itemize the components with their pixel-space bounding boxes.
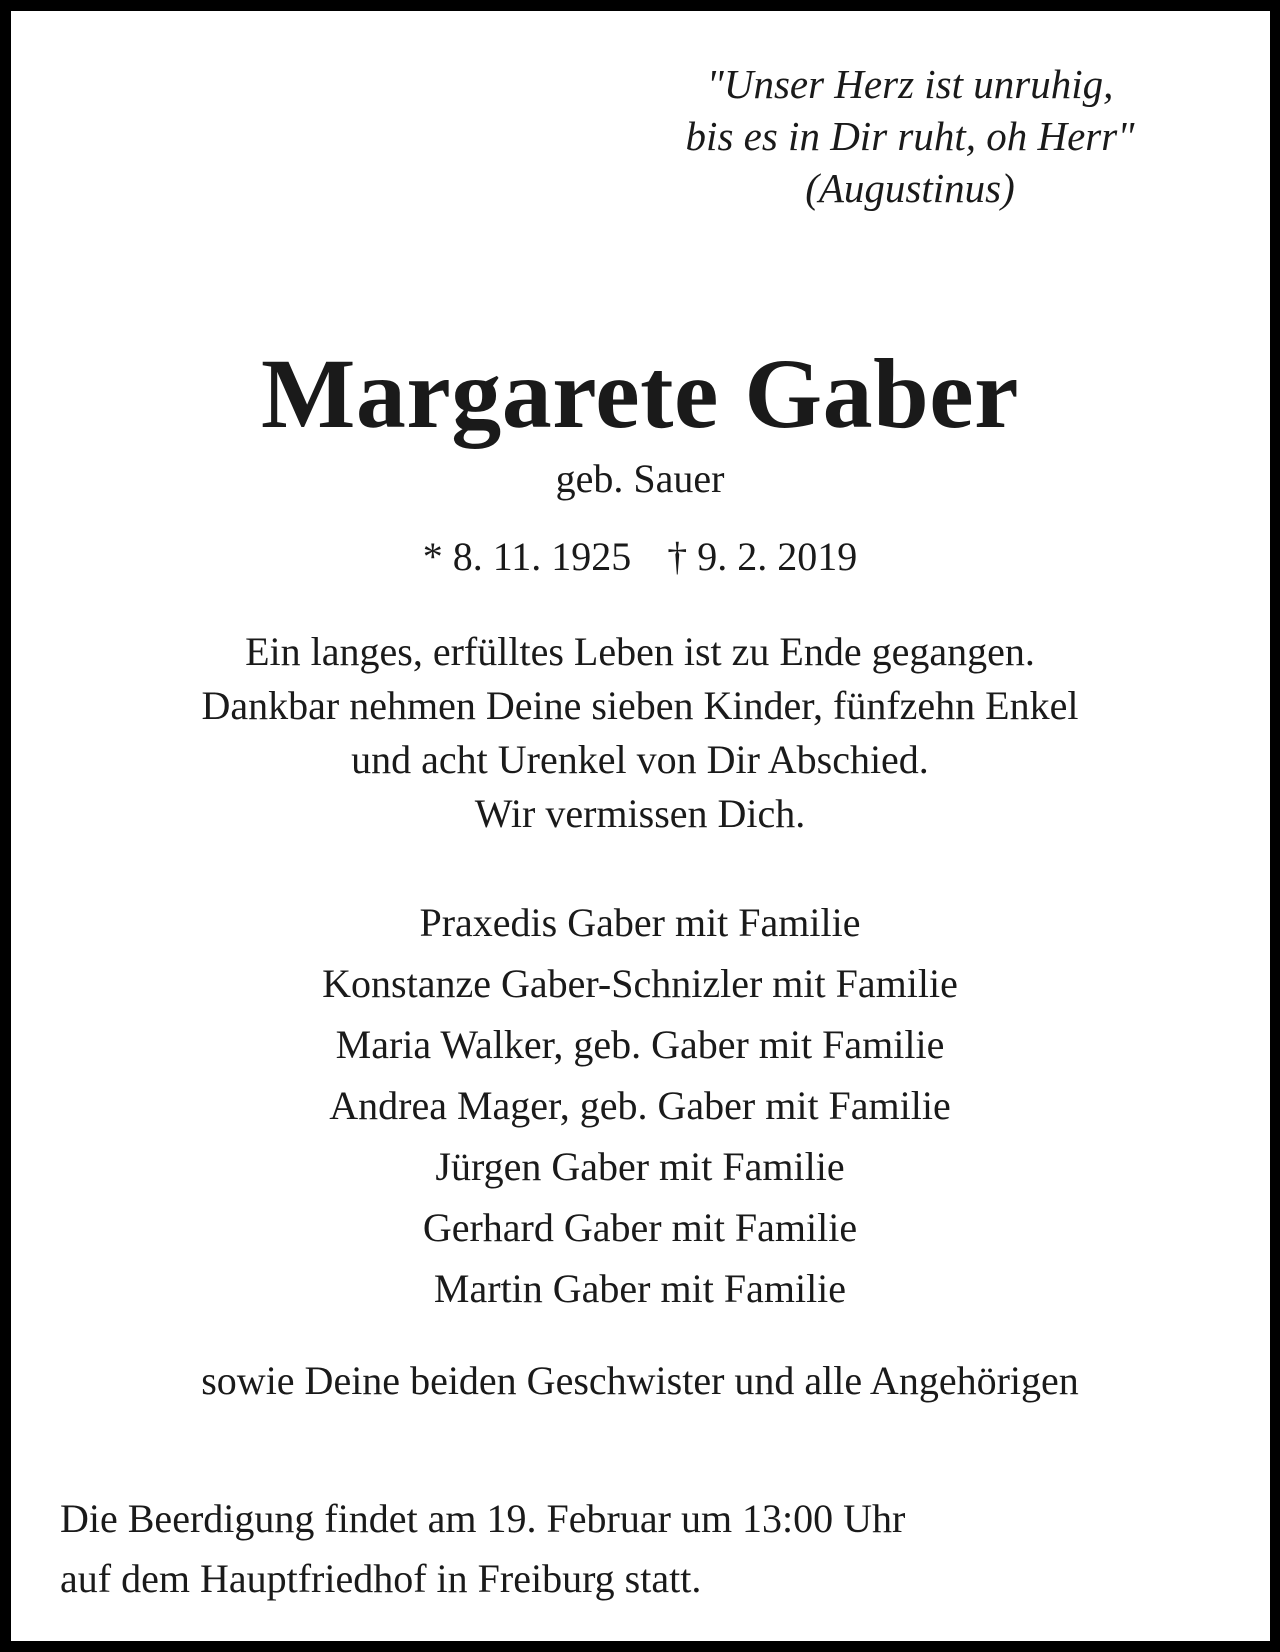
mourner-entry: Jürgen Gaber mit Familie: [435, 1144, 845, 1189]
mourner-entry: Praxedis Gaber mit Familie: [419, 900, 861, 945]
mourner-entry: Martin Gaber mit Familie: [433, 1266, 847, 1311]
mourner-entry: Konstanze Gaber-Schnizler mit Familie: [322, 961, 958, 1006]
funeral-notice: [60, 1489, 905, 1609]
farewell-message: [0, 625, 1280, 841]
funeral-line: auf dem Hauptfriedhof in Freiburg statt.: [60, 1556, 702, 1601]
birth-name: geb. Sauer: [555, 456, 725, 501]
quote-attribution: (Augustinus): [805, 165, 1015, 211]
message-line: und acht Urenkel von Dir Abschied.: [351, 737, 929, 782]
quote-line: "Unser Herz ist unruhig,: [706, 61, 1114, 107]
mourner-entry: Andrea Mager, geb. Gaber mit Familie: [329, 1083, 951, 1128]
death-date: † 9. 2. 2019: [667, 534, 858, 579]
quote-line: bis es in Dir ruht, oh Herr": [685, 113, 1135, 159]
life-dates: [0, 529, 1280, 585]
epigraph-quote: [620, 58, 1200, 214]
mourner-entry: Maria Walker, geb. Gaber mit Familie: [335, 1022, 945, 1067]
mourner-entry: Gerhard Gaber mit Familie: [422, 1205, 858, 1250]
funeral-line: Die Beerdigung findet am 19. Februar um 13:00 Uhr: [60, 1496, 906, 1541]
message-line: Wir vermissen Dich.: [474, 791, 806, 836]
mourners-list: [0, 892, 1280, 1319]
relatives-line: sowie Deine beiden Geschwister und alle Angehörigen: [201, 1358, 1079, 1403]
birth-date: * 8. 11. 1925: [422, 534, 632, 579]
deceased-name: Margarete Gaber: [260, 338, 1020, 449]
message-line: Ein langes, erfülltes Leben ist zu Ende gegangen.: [245, 629, 1035, 674]
message-line: Dankbar nehmen Deine sieben Kinder, fünfzehn Enkel: [201, 683, 1079, 728]
